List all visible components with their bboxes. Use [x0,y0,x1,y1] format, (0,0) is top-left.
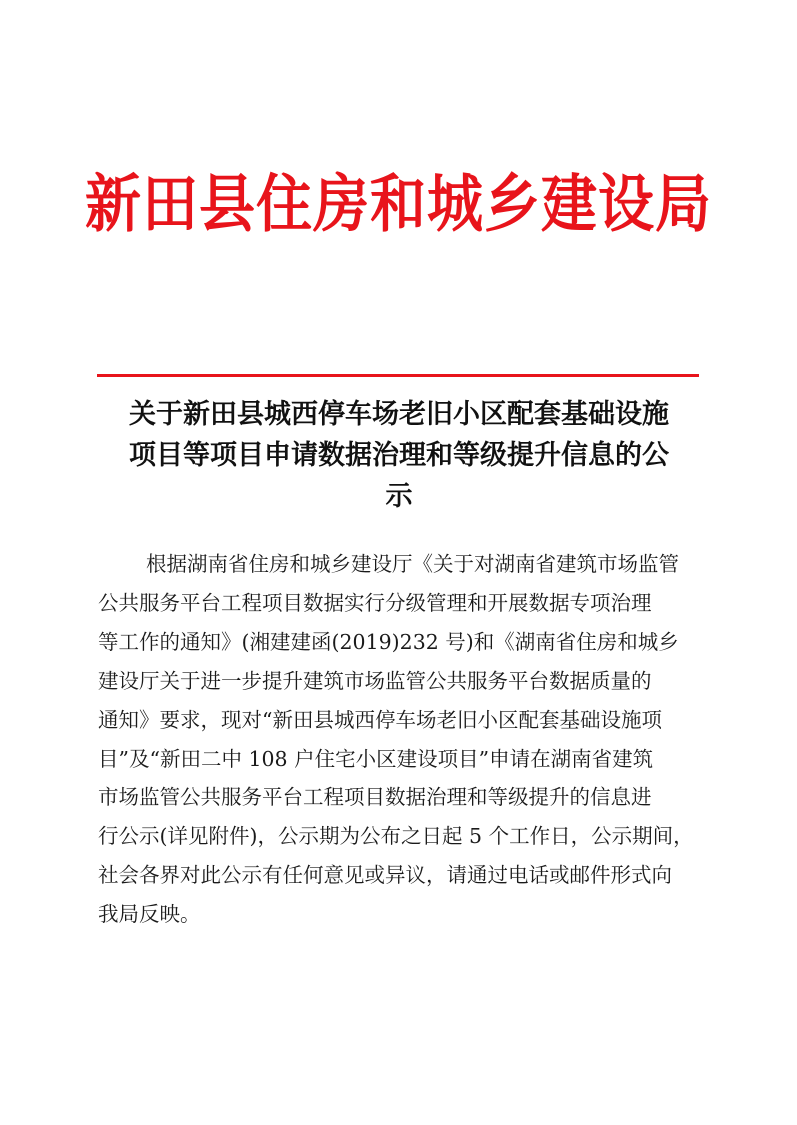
body-line: 等工作的通知》(湘建建函(2019)232 号)和《湖南省住房和城乡 [98,629,679,654]
document-body [98,545,704,934]
body-line: 行公示(详见附件)，公示期为公布之日起 5 个工作日，公示期间， [98,824,694,849]
body-line: 我局反映。 [98,902,201,927]
body-line: 目”及“新田二中 108 户住宅小区建设项目”申请在湖南省建筑 [98,746,654,771]
title-line: 关于新田县城西停车场老旧小区配套基础设施 [129,399,669,430]
document-title [96,394,702,517]
body-line: 建设厅关于进一步提升建筑市场监管公共服务平台数据质量的 [98,668,652,693]
body-line: 市场监管公共服务平台工程项目数据治理和等级提升的信息进 [98,785,652,810]
title-line: 示 [385,481,413,512]
body-line: 根据湖南省住房和城乡建设厅《关于对湖南省建筑市场监管 [146,552,679,576]
body-line: 社会各界对此公示有任何意见或异议，请通过电话或邮件形式向 [98,863,672,888]
title-line: 项目等项目申请数据治理和等级提升信息的公 [129,440,669,471]
red-divider-line [97,374,699,377]
body-line: 通知》要求，现对“新田县城西停车场老旧小区配套基础设施项 [98,707,662,732]
body-line: 公共服务平台工程项目数据实行分级管理和开展数据专项治理 [98,590,652,615]
agency-masthead: 新田县住房和城乡建设局 [85,168,712,242]
